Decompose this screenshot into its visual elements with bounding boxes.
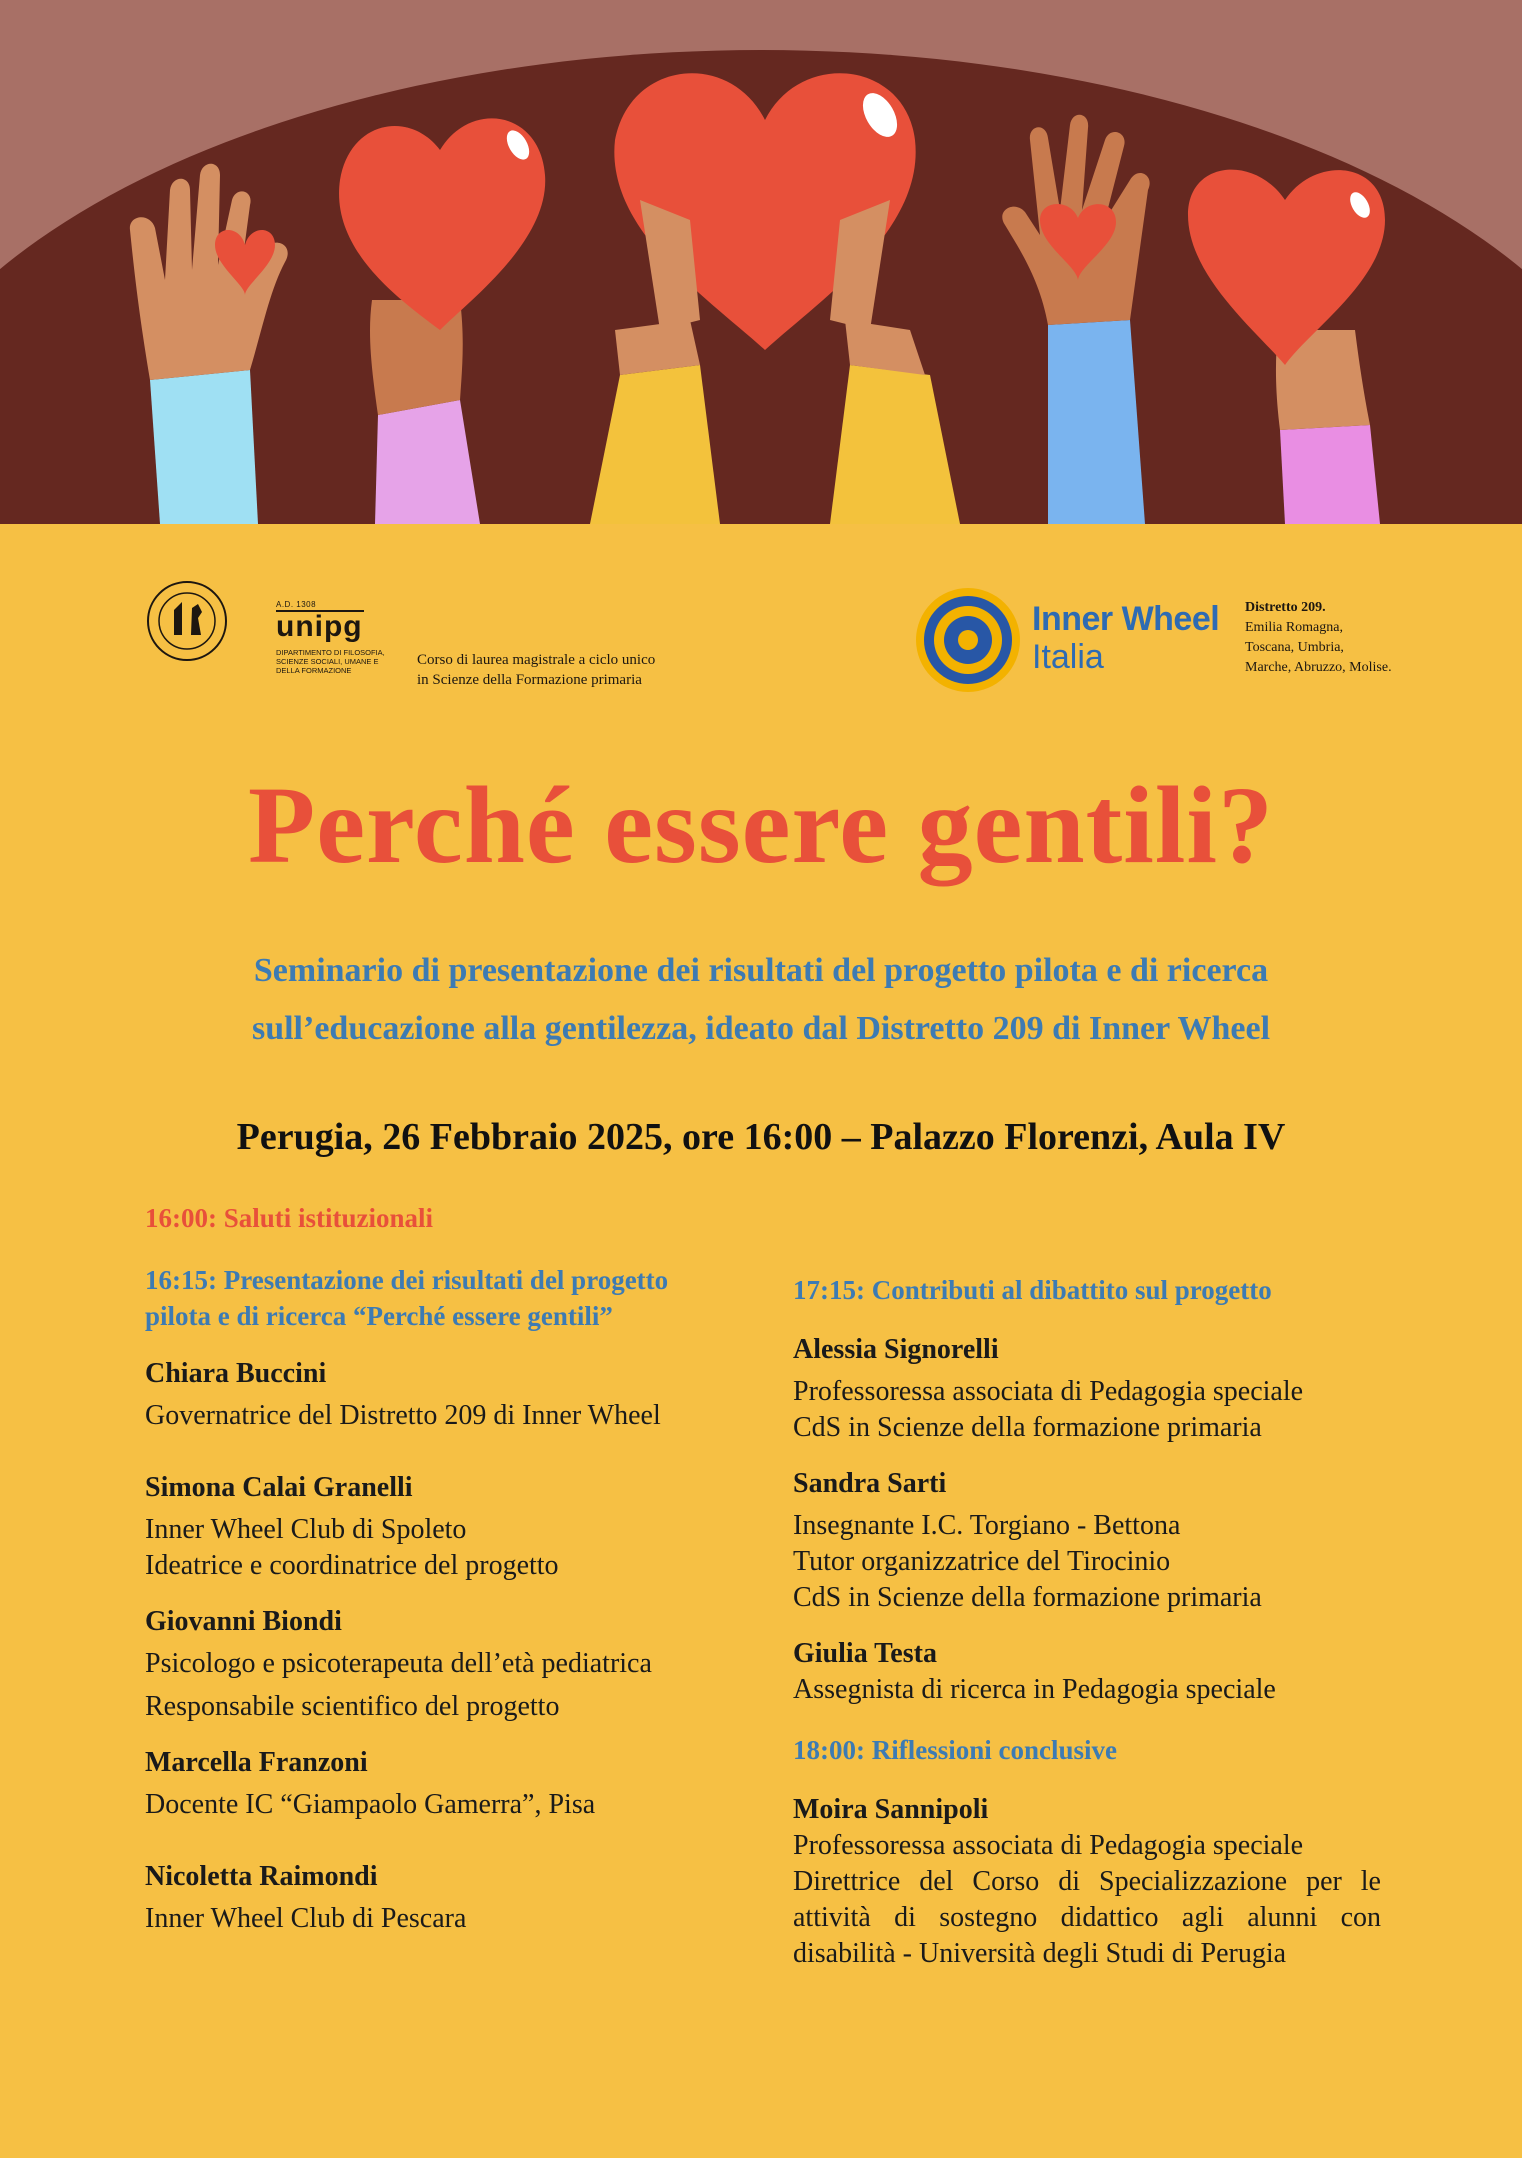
- speaker-role: Assegnista di ricerca in Pedagogia speciale: [793, 1674, 1276, 1705]
- speaker-block: [145, 1745, 755, 1823]
- program-right-column: [793, 1272, 1381, 1972]
- speaker-role: Tutor organizzatrice del Tirocinio: [793, 1546, 1171, 1577]
- corso-line-1: Corso di laurea magistrale a ciclo unico: [417, 652, 656, 668]
- speaker-name: Simona Calai Granelli: [145, 1472, 413, 1503]
- speaker-role: Professoressa associata di Pedagogia speciale: [793, 1376, 1304, 1407]
- hero-illustration: [0, 0, 1522, 524]
- speaker-block: [145, 1470, 755, 1584]
- slot-presentation: [145, 1262, 755, 1334]
- speaker-role: Docente IC “Giampaolo Gamerra”, Pisa: [145, 1789, 596, 1820]
- speaker-name: Moira Sannipoli: [793, 1794, 989, 1825]
- slot-presentation-line-1: 16:15: Presentazione dei risultati del progetto: [145, 1265, 669, 1295]
- corso-line-2: in Scienze della Formazione primaria: [417, 672, 642, 688]
- speaker-block: [793, 1792, 1381, 1972]
- inner-wheel-wordmark: [1032, 600, 1219, 676]
- slot-presentation-line-2: pilota e di ricerca “Perché essere gentili”: [145, 1301, 613, 1331]
- speaker-name: Giovanni Biondi: [145, 1606, 342, 1637]
- district-line-1: Emilia Romagna,: [1245, 620, 1343, 635]
- speaker-block: [145, 1356, 755, 1434]
- speaker-block: [793, 1636, 1381, 1708]
- inner-wheel-emblem-icon: [914, 586, 1022, 694]
- district-line-3: Marche, Abruzzo, Molise.: [1245, 660, 1392, 675]
- district-line-2: Toscana, Umbria,: [1245, 640, 1344, 655]
- speaker-role: CdS in Scienze della formazione primaria: [793, 1412, 1262, 1443]
- speaker-role: Insegnante I.C. Torgiano - Bettona: [793, 1510, 1181, 1541]
- degree-course-text: [417, 650, 655, 690]
- event-subtitle: [100, 942, 1422, 1058]
- unipg-ad: A.D. 1308: [276, 600, 317, 609]
- speaker-block: [793, 1332, 1381, 1446]
- university-seal-icon: [146, 580, 228, 662]
- speaker-role: CdS in Scienze della formazione primaria: [793, 1582, 1262, 1613]
- speaker-name: Chiara Buccini: [145, 1358, 327, 1389]
- subtitle-line-2: sull’educazione alla gentilezza, ideato dal Distretto 209 di Inner Wheel: [251, 1010, 1271, 1047]
- speaker-role: Psicologo e psicoterapeuta dell’età pediatrica: [145, 1648, 652, 1679]
- speaker-name: Alessia Signorelli: [793, 1334, 999, 1365]
- inner-wheel-name: Inner Wheel: [1032, 600, 1220, 638]
- slot-greetings: 16:00: Saluti istituzionali: [145, 1203, 434, 1233]
- speaker-role: Inner Wheel Club di Spoleto: [145, 1514, 467, 1545]
- speaker-role: Professoressa associata di Pedagogia speciale: [793, 1830, 1304, 1861]
- district-info: [1245, 598, 1392, 678]
- speaker-role: Responsabile scientifico del progetto: [145, 1691, 560, 1722]
- program-left-column: [145, 1200, 755, 1937]
- speaker-name: Giulia Testa: [793, 1638, 937, 1669]
- event-title: Perché essere gentili?: [248, 764, 1274, 886]
- speaker-block: [145, 1604, 755, 1725]
- unipg-logo: [276, 600, 396, 675]
- slot-conclusions: 18:00: Riflessioni conclusive: [793, 1735, 1117, 1765]
- speaker-block: [145, 1859, 755, 1937]
- speaker-role: Ideatrice e coordinatrice del progetto: [145, 1550, 559, 1581]
- logos-bar: [0, 560, 1522, 700]
- speaker-name: Marcella Franzoni: [145, 1747, 368, 1778]
- speaker-name: Sandra Sarti: [793, 1468, 947, 1499]
- inner-wheel-country: Italia: [1032, 638, 1104, 676]
- unipg-department: DIPARTIMENTO DI FILOSOFIA, SCIENZE SOCIALI, UMANE E DELLA FORMAZIONE: [276, 648, 385, 675]
- event-date-location: Perugia, 26 Febbraio 2025, ore 16:00 – Palazzo Florenzi, Aula IV: [236, 1116, 1286, 1158]
- unipg-word: unipg: [276, 610, 363, 643]
- speaker-role: Inner Wheel Club di Pescara: [145, 1903, 467, 1934]
- speaker-role: Governatrice del Distretto 209 di Inner Wheel: [145, 1400, 661, 1431]
- speaker-role-text: Direttrice del Corso di Specializzazione per le attività di sostegno didattico agli alunni con disabilità - Università degli Studi di Perugia: [793, 1866, 1381, 1969]
- subtitle-line-1: Seminario di presentazione dei risultati del progetto pilota e di ricerca: [253, 952, 1269, 989]
- speaker-block: [793, 1466, 1381, 1616]
- hands-with-hearts-illustration: [0, 0, 1522, 524]
- slot-debate: 17:15: Contributi al dibattito sul progetto: [793, 1275, 1272, 1305]
- district-title: Distretto 209.: [1245, 600, 1326, 615]
- speaker-name: Nicoletta Raimondi: [145, 1861, 378, 1892]
